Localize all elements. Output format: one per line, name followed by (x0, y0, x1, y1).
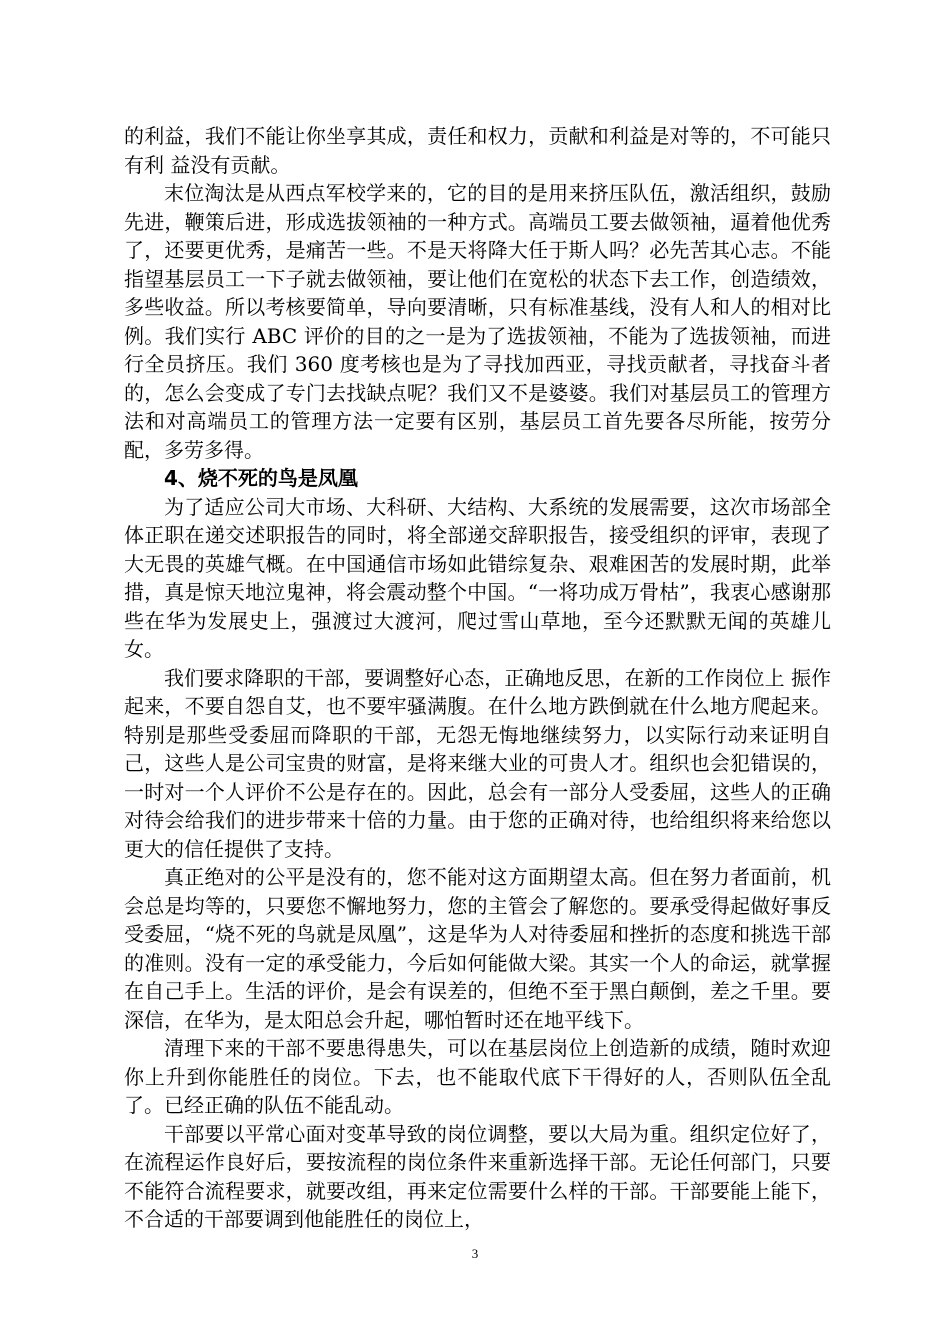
paragraph-elimination: 末位淘汰是从西点军校学来的，它的目的是用来挤压队伍，激活组织，鼓励先进，鞭策后进，形成选拔领袖的一种方式。高端员工要去做领袖，逼着他优秀了，还要更优秀，是痛苦一些。不是天将降大任于斯人吗？必先苦其心志。不能指望基层员工一下子就去做领袖，要让他们在宽松的状态下去工作，创造绩效，多些收益。所以考核要简单，导向要清晰，只有标准基线，没有人和人的相对比例。我们实行 ABC 评价的目的之一是为了选拔领袖，不能为了选拔领袖，而进行全员挤压。我们 360 度考核也是为了寻找加西亚，寻找贡献者，寻找奋斗者的，怎么会变成了专门去找缺点呢？我们又不是婆婆。我们对基层员工的管理方法和对高端员工的管理方法一定要有区别，基层员工首先要各尽所能，按劳分配，多劳多得。 (124, 181, 831, 462)
paragraph-position-adjustment: 干部要以平常心面对变革导致的岗位调整，要以大局为重。组织定位好了，在流程运作良好后，要按流程的岗位条件来重新选择干部。无论任何部门，只要不能符合流程要求，就要改组，再来定位需要什么样的干部。干部要能上能下，不合适的干部要调到他能胜任的岗位上， (124, 1121, 831, 1231)
page-number: 3 (471, 1246, 479, 1261)
section-heading: 4、烧不死的鸟是凤凰 (164, 466, 358, 490)
paragraph-fairness: 真正绝对的公平是没有的，您不能对这方面期望太高。但在努力者面前，机会总是均等的，只要您不懈地努力，您的主管会了解您的。要承受得起做好事反受委屈，“烧不死的鸟就是凤凰”，这是华为人对待委屈和挫折的态度和挑选干部的准则。没有一定的承受能力，今后如何能做大梁。其实一个人的命运，就掌握在自己手上。生活的评价，是会有误差的，但绝不至于黑白颠倒，差之千里。要深信，在华为，是太阳总会升起，哪怕暂时还在地平线下。 (124, 865, 831, 1032)
paragraph-continuation: 的利益，我们不能让你坐享其成，责任和权力，贡献和利益是对等的，不可能只有利 益没有贡献。 (124, 124, 831, 177)
paragraph-cleared-cadres: 清理下来的干部不要患得患失，可以在基层岗位上创造新的成绩，随时欢迎你上升到你能胜任的岗位。下去，也不能取代底下干得好的人，否则队伍全乱了。已经正确的队伍不能乱动。 (124, 1036, 831, 1117)
paragraph-demoted-cadres: 我们要求降职的干部，要调整好心态，正确地反思，在新的工作岗位上 振作起来，不要自怨自艾，也不要牢骚满腹。在什么地方跌倒就在什么地方爬起来。特别是那些受委屈而降职的干部，无怨无悔地继续努力，以实际行动来证明自己，这些人是公司宝贵的财富，是将来继大业的可贵人才。组织也会犯错误的，一时对一个人评价不公是存在的。因此，总会有一部分人受委屈，这些人的正确对待会给我们的进步带来十倍的力量。由于您的正确对待，也给组织将来给您以更大的信任提供了支持。 (124, 665, 831, 861)
paragraph-market-resignation: 为了适应公司大市场、大科研、大结构、大系统的发展需要，这次市场部全体正职在递交述职报告的同时，将全部递交辞职报告，接受组织的评审，表现了大无畏的英雄气概。在中国通信市场如此错综复杂、艰难困苦的发展时期，此举措，真是惊天地泣鬼神，将会震动整个中国。“一将功成万骨枯”，我衷心感谢那些在华为发展史上，强渡过大渡河，爬过雪山草地，至今还默默无闻的英雄儿女。 (124, 494, 831, 661)
document-page (124, 122, 831, 1234)
